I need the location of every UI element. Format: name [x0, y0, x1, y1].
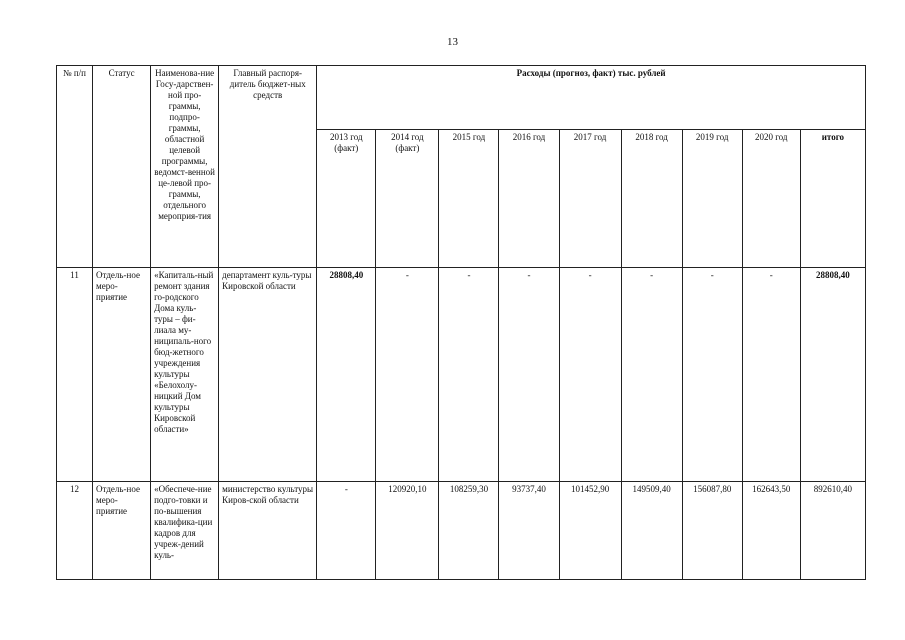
table-row — [57, 268, 866, 482]
row-distributor: министерство культуры Киров-ской области — [219, 482, 317, 580]
row-value-2016: - — [499, 268, 559, 482]
row-value-2015: - — [439, 268, 499, 482]
header-year-2020: 2020 год — [742, 130, 800, 268]
row-status: Отдель-ное меро-приятие — [93, 482, 151, 580]
row-value-2015: 108259,30 — [439, 482, 499, 580]
row-value-2020: - — [742, 268, 800, 482]
row-value-2013: - — [317, 482, 376, 580]
page-number: 13 — [447, 36, 458, 48]
row-name: «Обеспече-ние подго-товки и по-вышения квалифика-ции кадров для учреж-дений куль- — [151, 482, 219, 580]
header-year-2017: 2017 год — [559, 130, 621, 268]
row-distributor: департамент куль-туры Кировской области — [219, 268, 317, 482]
row-value-2013: 28808,40 — [317, 268, 376, 482]
row-value-2014: - — [376, 268, 439, 482]
header-name: Наименова-ние Госу-дарствен-ной про-граммы, подпро-граммы, областной целевой программы, ведомст-венной це-левой про-граммы, отдельного мероприя-тия — [151, 66, 219, 268]
row-value-2016: 93737,40 — [499, 482, 559, 580]
row-value-2019: - — [682, 268, 742, 482]
header-status: Статус — [93, 66, 151, 268]
row-total: 28808,40 — [800, 268, 865, 482]
row-status: Отдель-ное меро-приятие — [93, 268, 151, 482]
header-num: № п/п — [57, 66, 93, 268]
row-value-2018: 149509,40 — [621, 482, 682, 580]
header-year-2013: 2013 год (факт) — [317, 130, 376, 268]
header-expenses: Расходы (прогноз, факт) тыс. рублей — [317, 66, 866, 130]
header-year-2015: 2015 год — [439, 130, 499, 268]
row-value-2020: 162643,50 — [742, 482, 800, 580]
header-year-2014: 2014 год (факт) — [376, 130, 439, 268]
row-value-2019: 156087,80 — [682, 482, 742, 580]
row-value-2017: - — [559, 268, 621, 482]
row-value-2018: - — [621, 268, 682, 482]
header-distributor: Главный распоря-дитель бюджет-ных средств — [219, 66, 317, 268]
header-total: итого — [800, 130, 865, 268]
table-row — [57, 482, 866, 580]
header-row — [57, 66, 866, 130]
expenses-table — [56, 65, 866, 580]
row-num: 12 — [57, 482, 93, 580]
row-value-2017: 101452,90 — [559, 482, 621, 580]
row-num: 11 — [57, 268, 93, 482]
header-year-2016: 2016 год — [499, 130, 559, 268]
header-year-2018: 2018 год — [621, 130, 682, 268]
row-total: 892610,40 — [800, 482, 865, 580]
row-value-2014: 120920,10 — [376, 482, 439, 580]
header-year-2019: 2019 год — [682, 130, 742, 268]
row-name: «Капиталь-ный ремонт здания го-родского Дома куль-туры – фи-лиала му-ниципаль-ного бюд-жетного учреждения культуры «Белохолу-ницкий Дом культуры Кировской области» — [151, 268, 219, 482]
